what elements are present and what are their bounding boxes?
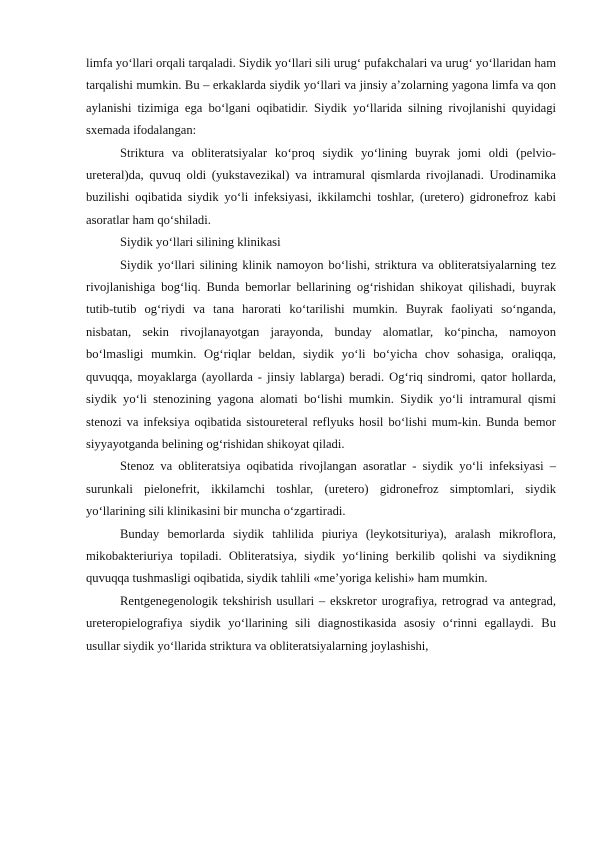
paragraph-siydik-tahlili: Bunday bemorlarda siydik tahlilida piuriya (leykotsituriya), aralash mikroflora, mikobakteriuriya topiladi. Obliteratsiya, siydik yo‘lining berkilib qolishi va siydikning quvuqqa tushmasligi oqibatida, siydik tahlili «me’yoriga kelishi» ham mumkin. [86, 526, 556, 586]
paragraph-striktura: Striktura va obliteratsiyalar ko‘proq siydik yo‘lining buyrak jomi oldi (pelvio-ureteral)da, quvuq oldi (yukstavezikal) va intramural qismlarda rivojlanadi. Urodinamika buzilishi oqibatida siydik yo‘li infeksiyasi, ikkilamchi toshlar, (uretero) gidronefroz kabi asoratlar ham qo‘shiladi. [86, 145, 556, 227]
document-page [86, 52, 556, 657]
paragraph-klinik-namoyon: Siydik yo‘llari silining klinik namoyon bo‘lishi, striktura va obliteratsiyalarning tez rivojlanishiga bog‘liq. Bunda bemorlar bellarining og‘rishidan shikoyat qilishadi, buyrak tutib-tutib og‘riydi va tana harorati ko‘tarilishi mumkin. Buyrak faoliyati so‘nganda, nisbatan, sekin rivojlanayotgan jarayonda, bunday alomatlar, ko‘pincha, namoyon bo‘lmasligi mumkin. Og‘riqlar beldan, siydik yo‘li bo‘yicha chov sohasiga, oraliqqa, quvuqqa, moyaklarga (ayollarda - jinsiy lablarga) beradi. Og‘riq sindromi, qator hollarda, siydik yo‘li stenozining yagona alomati bo‘lishi mumkin. Siydik yo‘li intramural qismi stenozi va infeksiya oqibatida sistoureteral reflyuks hosil bo‘lishi mum-kin. Bunda bemor siyyayotganda belining og‘rishidan shikoyat qiladi. [86, 257, 556, 451]
paragraph-rentgenologik: Rentgenegenologik tekshirish usullari – ekskretor urografiya, retrograd va antegrad, ureteropielografiya siydik yo‘llarining sili diagnostikasida asosiy o‘rinni egallaydi. Bu usullar siydik yo‘llarida striktura va obliteratsiyalarning joylashishi, [86, 593, 556, 653]
paragraph-intro-continued: limfa yo‘llari orqali tarqaladi. Siydik yo‘llari sili urug‘ pufakchalari va urug‘ yo‘llaridan ham tarqalishi mumkin. Bu – erkaklarda siydik yo‘llari va jinsiy a’zolarning yagona limfa va qon aylanishi tizimiga ega bo‘lgani oqibatidir. Siydik yo‘llarida silning rivojlanishi quyidagi sxemada ifodalangan: [86, 56, 556, 138]
paragraph-stenoz-asoratlar: Stenoz va obliteratsiya oqibatida rivojlangan asoratlar - siydik yo‘li infeksiyasi – surunkali pielonefrit, ikkilamchi toshlar, (uretero) gidronefroz simptomlari, siydik yo‘llarining sili klinikasini bir muncha o‘zgartiradi. [86, 459, 556, 519]
section-heading-klinikasi: Siydik yo‘llari silining klinikasi [120, 235, 281, 250]
